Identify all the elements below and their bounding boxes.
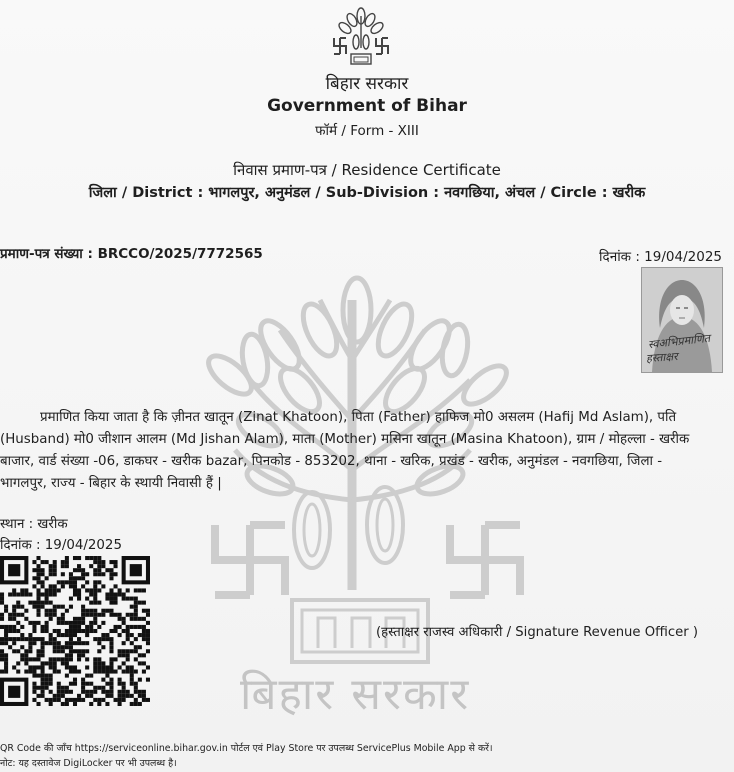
photo-handwriting-2: हस्ताक्षर [645,349,679,366]
qr-code [0,556,150,706]
applicant-photo [641,267,723,373]
body-line-4: भागलपुर, राज्य - बिहार के स्थायी निवासी हैं | [0,476,222,491]
form-number: फॉर्म / Form - XIII [315,123,419,139]
district-line: जिला / District : भागलपुर, अनुमंडल / Sub-Division : नवगछिया, अंचल / Circle : खरीक [88,185,646,201]
photo-handwriting-1: स्वअभिप्रमाणित [647,331,711,352]
footer-qr-note: QR Code की जाँच https://serviceonline.bihar.gov.in पोर्टल एवं Play Store पर उपलब्ध ServicePlus Mobile App से करें। [0,743,493,754]
title-english: Government of Bihar [267,96,467,116]
place-line: स्थान : खरीक [0,517,68,532]
body-line-1: प्रमाणित किया जाता है कि ज़ीनत खातून (Zinat Khatoon), पिता (Father) हाफिज मो0 असलम (Hafij Md Aslam), पति [40,410,677,425]
watermark-text: बिहार सरकार [240,669,471,720]
certificate-title: निवास प्रमाण-पत्र / Residence Certificate [233,161,501,179]
issue-date: दिनांक : 19/04/2025 [599,249,722,265]
body-line-2: (Husband) मो0 जीशान आलम (Md Jishan Alam), माता (Mother) मसिना खातून (Masina Khatoon), ग्राम / मोहल्ला - खरीक [0,432,690,447]
bihar-emblem-icon [330,6,392,70]
certificate-number: प्रमाण-पत्र संख्या : BRCCO/2025/7772565 [0,246,263,262]
place-date-line: दिनांक : 19/04/2025 [0,538,122,553]
title-hindi: बिहार सरकार [325,74,409,94]
body-line-3: बाजार, वार्ड संख्या -06, डाकघर - खरीक bazar, पिनकोड - 853202, थाना - खरिक, प्रखंड - खरीक, अनुमंडल - नवगछिया, जिला - [0,454,663,469]
footer-digilocker-note: नोट: यह दस्तावेज DigiLocker पर भी उपलब्ध है। [0,758,177,769]
signature-label: (हस्ताक्षर राजस्व अधिकारी / Signature Revenue Officer ) [376,625,698,640]
